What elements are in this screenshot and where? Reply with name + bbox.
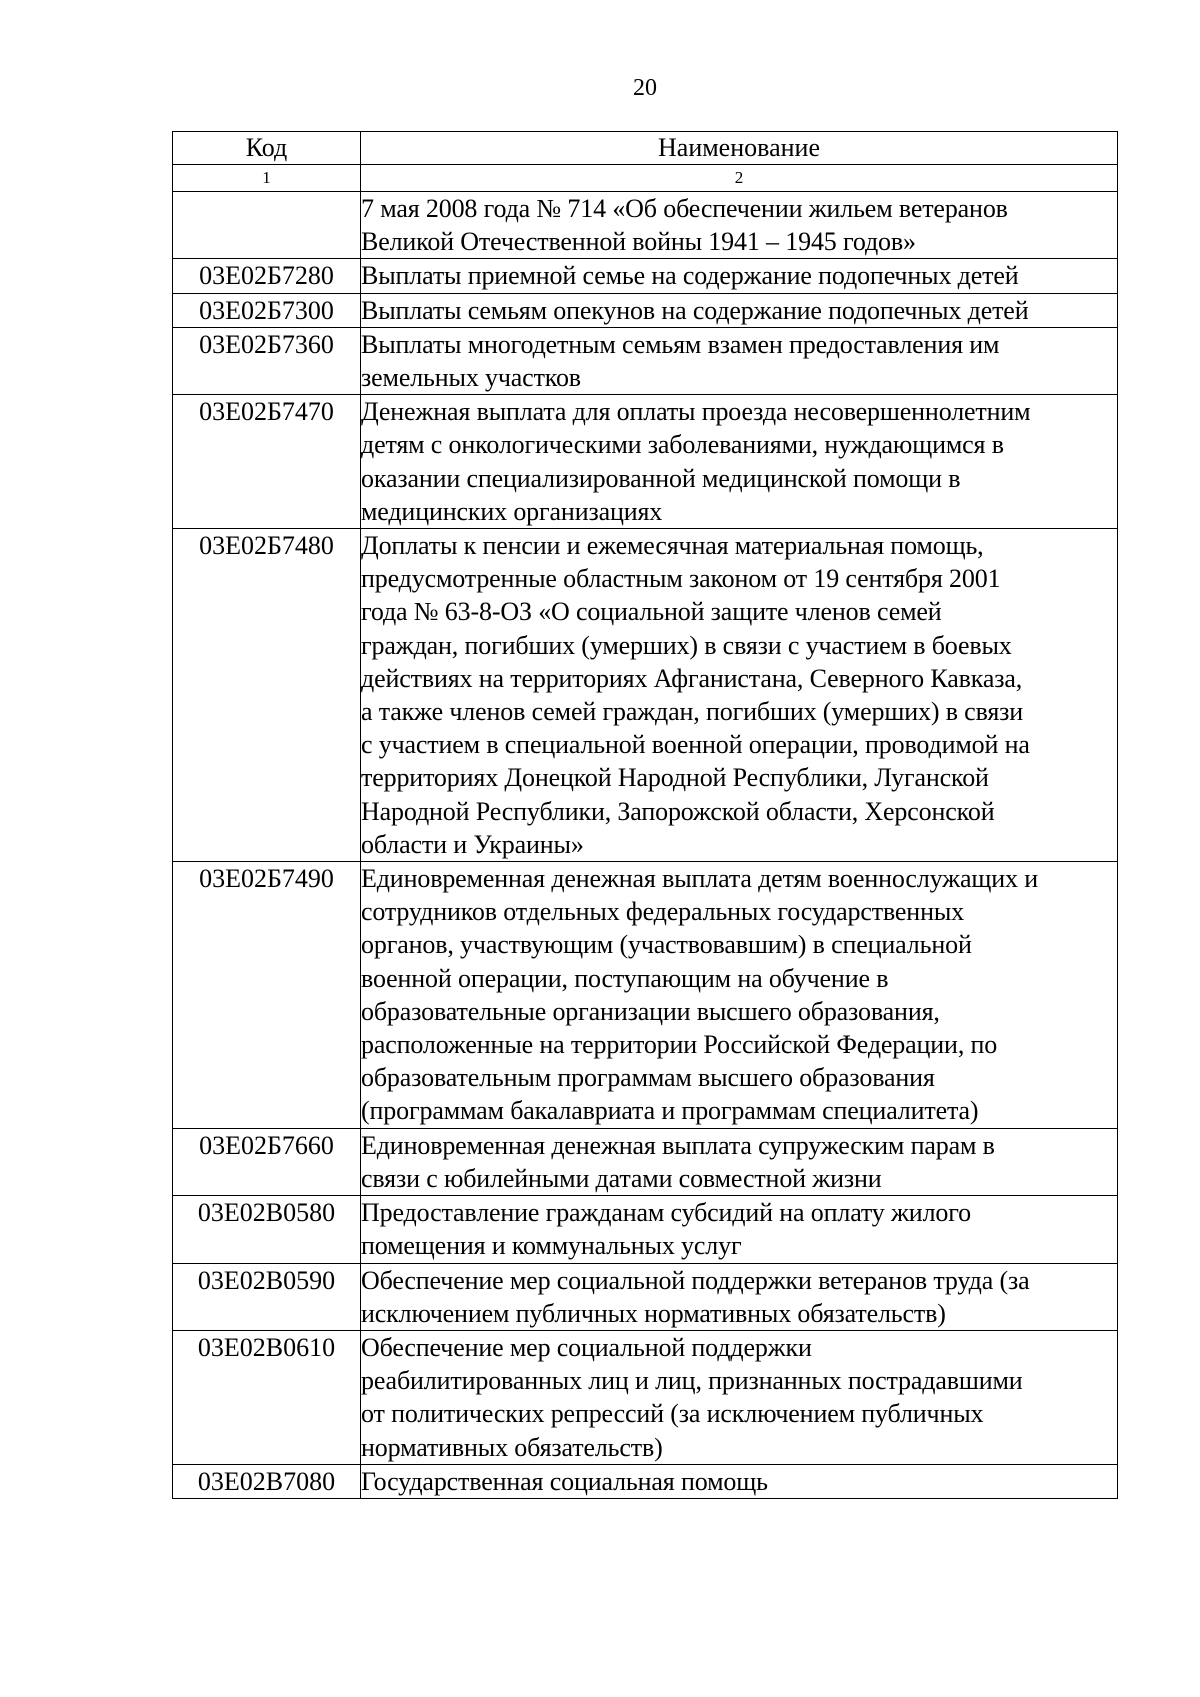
row-name-line: от политических репрессий (за исключением публичных [361, 1399, 984, 1429]
row-name-line: Великой Отечественной войны 1941 – 1945 годов» [361, 227, 916, 257]
row-name [361, 293, 1118, 327]
row-code: 03Е02Б7480 [173, 529, 361, 862]
header-name: Наименование [361, 132, 1118, 165]
row-name-line: Государственная социальная помощь [361, 1466, 768, 1496]
row-name-line: сотрудников отдельных федеральных государственных [361, 897, 965, 927]
row-name-line: предусмотренные областным законом от 19 сентября 2001 [361, 564, 1001, 594]
row-name-line: медицинских организациях [361, 496, 663, 526]
table-row [173, 293, 1118, 327]
row-name [361, 1464, 1118, 1498]
row-name-line: Предоставление гражданам субсидий на оплату жилого [361, 1198, 971, 1228]
row-name-line: 7 мая 2008 года № 714 «Об обеспечении жильем ветеранов [361, 194, 1008, 223]
table-row [173, 259, 1118, 293]
row-name [361, 1196, 1118, 1263]
column-number-name: 2 [361, 165, 1118, 192]
table-row [173, 395, 1118, 529]
row-name [361, 192, 1118, 259]
row-code: 03Е02В0610 [173, 1330, 361, 1464]
row-name [361, 862, 1118, 1129]
row-name [361, 529, 1118, 862]
row-name-line: области и Украины» [361, 829, 584, 859]
row-name-line: Выплаты семьям опекунов на содержание подопечных детей [361, 295, 1029, 325]
row-code: 03Е02Б7660 [173, 1128, 361, 1195]
row-name-line: исключением публичных нормативных обязательств) [361, 1298, 946, 1328]
row-name-line: Единовременная денежная выплата супружеским парам в [361, 1130, 995, 1160]
table-row [173, 192, 1118, 259]
row-name [361, 395, 1118, 529]
row-name-line: органов, участвующим (участвовавшим) в специальной [361, 930, 972, 960]
row-name-line: Единовременная денежная выплата детям военнослужащих и [361, 864, 1038, 894]
row-name-line: территориях Донецкой Народной Республики, Луганской [361, 763, 989, 793]
row-name [361, 259, 1118, 293]
row-name-line: оказании специализированной медицинской помощи в [361, 463, 961, 493]
row-name-line: Народной Республики, Запорожской области, Херсонской [361, 796, 995, 826]
row-name [361, 1128, 1118, 1195]
row-code: 03Е02Б7470 [173, 395, 361, 529]
row-name-line: Выплаты приемной семье на содержание подопечных детей [361, 261, 1019, 291]
row-name-line: Обеспечение мер социальной поддержки [361, 1332, 812, 1362]
row-name-line: связи с юбилейными датами совместной жизни [361, 1163, 882, 1193]
row-name-line: года № 63-8-ОЗ «О социальной защите членов семей [361, 597, 942, 627]
row-code: 03Е02Б7300 [173, 293, 361, 327]
row-code: 03Е02Б7280 [173, 259, 361, 293]
row-name-line: нормативных обязательств) [361, 1432, 663, 1462]
table-row [173, 1330, 1118, 1464]
row-name-line: граждан, погибших (умерших) в связи с участием в боевых [361, 630, 1012, 660]
table-row [173, 1196, 1118, 1263]
row-name [361, 327, 1118, 394]
row-code: 03Е02В7080 [173, 1464, 361, 1498]
table-row [173, 529, 1118, 862]
table-row [173, 1128, 1118, 1195]
row-name-line: Денежная выплата для оплаты проезда несовершеннолетним [361, 397, 1031, 427]
column-number-code: 1 [173, 165, 361, 192]
table-row [173, 327, 1118, 394]
row-name-line: детям с онкологическими заболеваниями, нуждающимся в [361, 430, 1004, 460]
row-name-line: Доплаты к пенсии и ежемесячная материальная помощь, [361, 531, 984, 561]
row-name-line: образовательные организации высшего образования, [361, 996, 940, 1026]
row-name-line: реабилитированных лиц и лиц, признанных пострадавшими [361, 1366, 1023, 1396]
table-body [173, 192, 1118, 1499]
row-name [361, 1263, 1118, 1330]
table-row [173, 1263, 1118, 1330]
row-name-line: Выплаты многодетным семьям взамен предоставления им [361, 329, 1000, 359]
page-number: 20 [633, 75, 657, 101]
header-code: Код [173, 132, 361, 165]
budget-codes-table [172, 131, 1118, 1499]
table-row [173, 1464, 1118, 1498]
row-name-line: действиях на территориях Афганистана, Северного Кавказа, [361, 663, 1023, 693]
row-name-line: Обеспечение мер социальной поддержки ветеранов труда (за [361, 1265, 1030, 1295]
row-code: 03Е02В0590 [173, 1263, 361, 1330]
row-name [361, 1330, 1118, 1464]
row-name-line: земельных участков [361, 363, 581, 393]
table-header-row [173, 132, 1118, 165]
row-name-line: расположенные на территории Российской Федерации, по [361, 1030, 998, 1060]
row-name-line: а также членов семей граждан, погибших (умерших) в связи [361, 697, 1024, 727]
row-name-line: помещения и коммунальных услуг [361, 1231, 742, 1261]
row-code [173, 192, 361, 259]
row-code: 03Е02Б7360 [173, 327, 361, 394]
column-number-row [173, 165, 1118, 192]
row-code: 03Е02Б7490 [173, 862, 361, 1129]
row-name-line: (программам бакалавриата и программам специалитета) [361, 1096, 979, 1126]
row-name-line: военной операции, поступающим на обучение в [361, 963, 889, 993]
table-row [173, 862, 1118, 1129]
row-code: 03Е02В0580 [173, 1196, 361, 1263]
row-name-line: с участием в специальной военной операции, проводимой на [361, 730, 1030, 760]
row-name-line: образовательным программам высшего образования [361, 1063, 935, 1093]
